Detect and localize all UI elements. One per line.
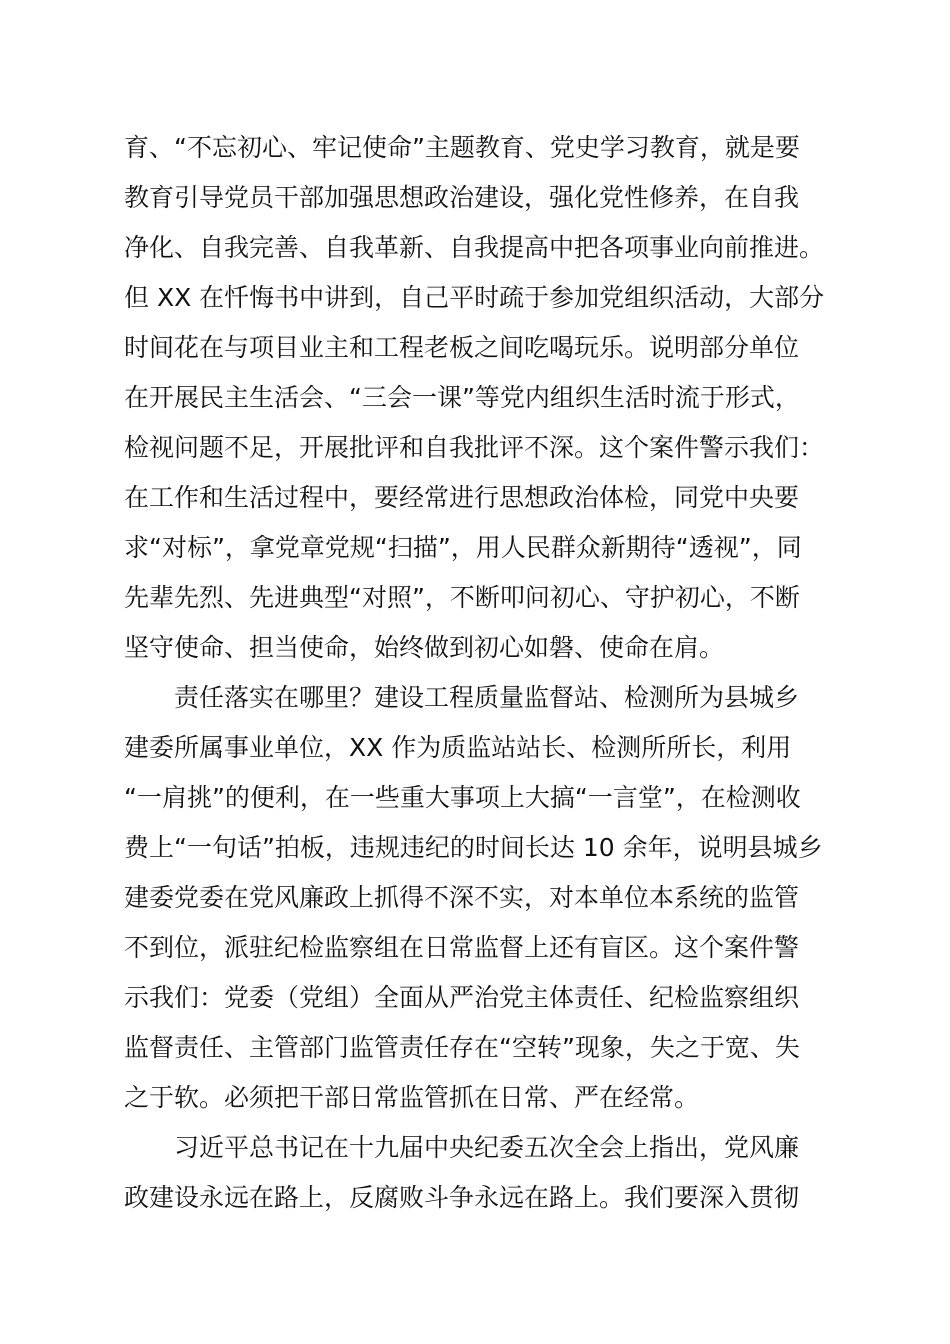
text-line: 育、“不忘初心、牢记使命”主题教育、党史学习教育，就是要 xyxy=(124,133,800,162)
paragraph-first-line: 习近平总书记在十九届中央纪委五次全会上指出，党风廉 xyxy=(174,1133,800,1162)
text-line: 坚守使命、担当使命，始终做到初心如磐、使命在肩。 xyxy=(124,633,725,662)
text-line: 时间花在与项目业主和工程老板之间吃喝玩乐。说明部分单位 xyxy=(124,333,800,362)
text-line: 教育引导党员干部加强思想政治建设，强化党性修养，在自我 xyxy=(124,183,800,212)
text-line: 净化、自我完善、自我革新、自我提高中把各项事业向前推进。 xyxy=(124,233,825,262)
text-line: 费上“一句话”拍板，违规违纪的时间长达 10 余年，说明县城乡 xyxy=(124,833,823,862)
text-line: 不到位，派驻纪检监察组在日常监督上还有盲区。这个案件警 xyxy=(124,933,800,962)
text-line: 在开展民主生活会、“三会一课”等党内组织生活时流于形式， xyxy=(124,383,800,412)
text-line: 在工作和生活过程中，要经常进行思想政治体检，同党中央要 xyxy=(124,483,800,512)
text-line: 建委党委在党风廉政上抓得不深不实，对本单位本系统的监管 xyxy=(124,883,800,912)
text-line: “一肩挑”的便利，在一些重大事项上大搞“一言堂”，在检测收 xyxy=(124,783,801,812)
text-line: 监督责任、主管部门监管责任存在“空转”现象，失之于宽、失 xyxy=(124,1033,800,1062)
text-line: 建委所属事业单位，XX 作为质监站站长、检测所所长，利用 xyxy=(124,733,792,762)
text-line: 检视问题不足，开展批评和自我批评不深。这个案件警示我们： xyxy=(124,433,825,462)
text-line: 先辈先烈、先进典型“对照”，不断叩问初心、守护初心，不断 xyxy=(124,583,800,612)
text-line: 求“对标”，拿党章党规“扫描”，用人民群众新期待“透视”，同 xyxy=(124,533,802,562)
text-line: 示我们：党委（党组）全面从严治党主体责任、纪检监察组织 xyxy=(124,983,800,1012)
text-line: 政建设永远在路上，反腐败斗争永远在路上。我们要深入贯彻 xyxy=(124,1183,800,1212)
text-line: 但 XX 在忏悔书中讲到，自己平时疏于参加党组织活动，大部分 xyxy=(124,283,825,312)
text-line: 之于软。必须把干部日常监管抓在日常、严在经常。 xyxy=(124,1083,700,1112)
paragraph-first-line: 责任落实在哪里？建设工程质量监督站、检测所为县城乡 xyxy=(174,683,800,712)
